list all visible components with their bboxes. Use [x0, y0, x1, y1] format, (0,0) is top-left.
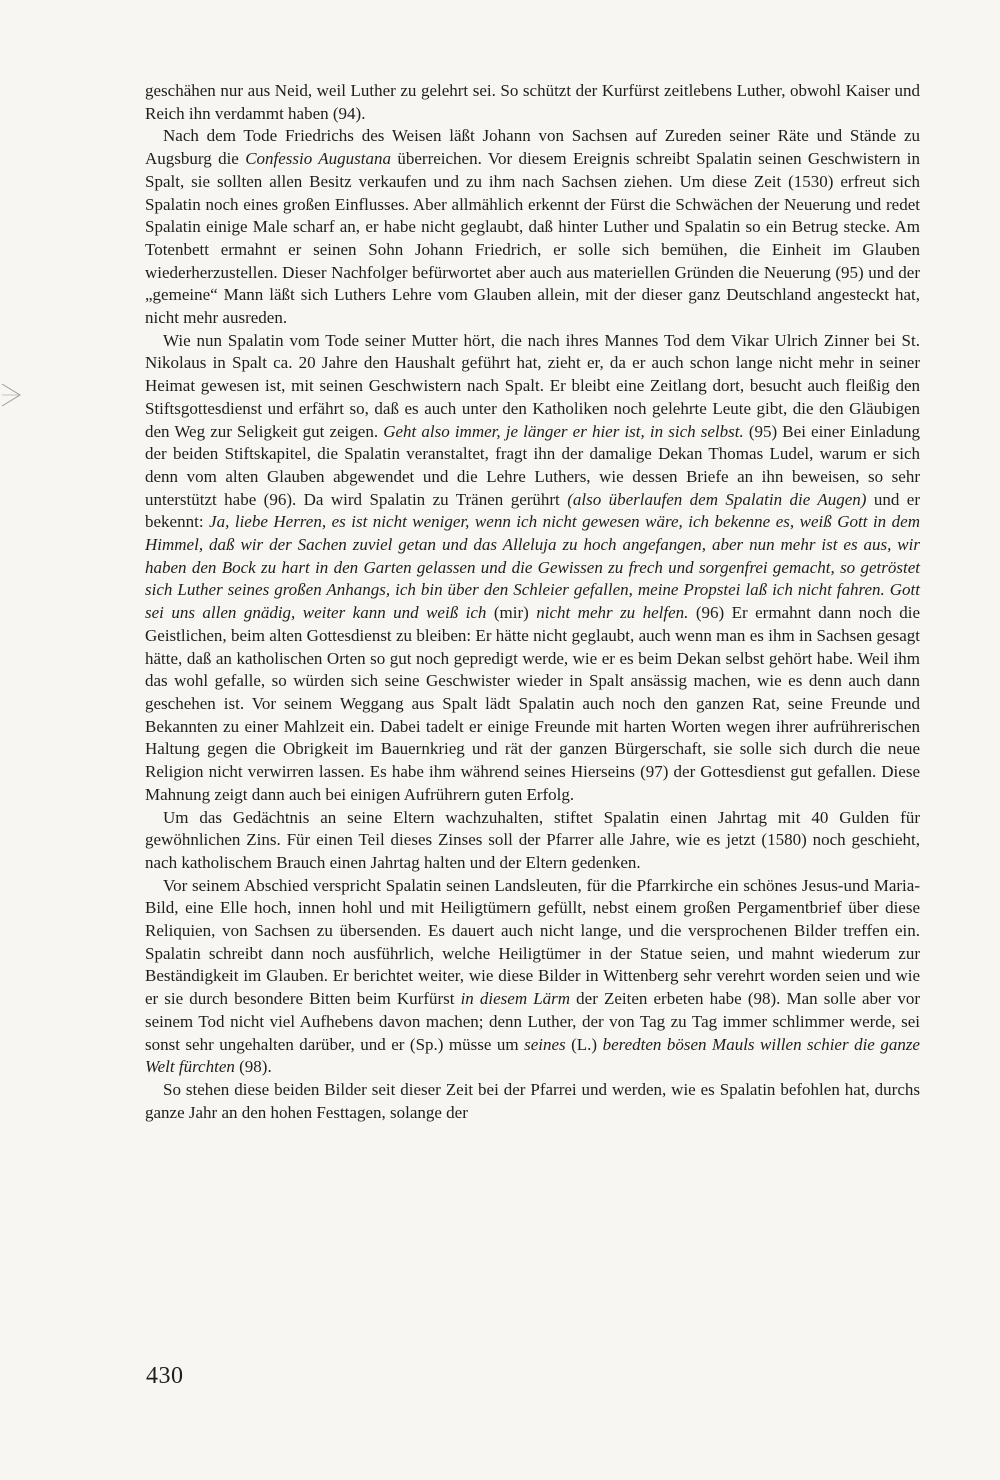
- page-body-text: [145, 80, 920, 1124]
- margin-mark-icon: [0, 380, 22, 410]
- text-run: Wie nun Spalatin vom Tode seiner Mutter hört, die nach ihres Mannes Tod dem Vikar Ulrich Zinner bei St. Nikolaus in Spalt ca. 20 Jahre den Haushalt geführt hat, zieht er, da er auch schon lange nicht mehr in seiner Heimat gewesen ist, mit seinen Geschwistern nach Spalt. Er bleibt eine Zeitlang dort, besucht auch fleißig den Stiftsgottesdienst und erfährt so, daß es auch unter den Katholiken noch gelehrte Leute gibt, die den Gläubigen den Weg zur Seligkeit gut zeigen.: [145, 330, 920, 441]
- text-run: Vor seinem Abschied verspricht Spalatin seinen Landsleuten, für die Pfarrkirche ein schönes Jesus-und Maria-Bild, eine Elle hoch, innen hohl und mit Heiligtümern gefüllt, nebst einem großen Pergamentbrief über diese Reliquien, von Sachsen zu übersenden. Es dauert auch nicht lange, und die versprochenen Bilder treffen ein. Spalatin schreibt dann noch ausführlich, welche Heiligtümer in der Statue seien, und mahnt wiederum zur Beständigkeit im Glauben. Er berichtet weiter, wie diese Bilder in Wittenberg sehr verehrt worden seien und wie er sie durch besondere Bitten beim Kurfürst: [145, 875, 920, 1009]
- text-run: (mir): [486, 603, 537, 623]
- text-run: überreichen. Vor diesem Ereignis schreibt Spalatin seinen Geschwistern in Spalt, sie sollten allen Besitz verkaufen und zu ihm nach Sachsen ziehen. Um diese Zeit (1530) erfreut sich Spalatin noch eines großen Einflusses. Aber allmählich erkennt der Fürst die Schwächen der Neuerung und redet Spalatin einige Male scharf an, er habe nicht geglaubt, daß hinter Luther und Spalatin so ein Betrug stecke. Am Totenbett ermahnt er seinen Sohn Johann Friedrich, er solle sich bemühen, die Einheit im Glauben wiederherzustellen. Dieser Nachfolger befürwortet aber auch aus materiellen Gründen die Neuerung (95) und der „gemeine“ Mann läßt sich Luthers Lehre vom Glauben allein, mit der dieser ganz Deutschland angesteckt hat, nicht mehr ausreden.: [145, 149, 921, 328]
- italic-run: beredten bösen Mauls willen schier die ganze Welt fürchten: [145, 1034, 920, 1077]
- paragraph: [145, 125, 920, 329]
- text-run: der Zeiten erbeten habe (98). Man solle aber vor seinem Tod nicht viel Aufhebens davon machen; denn Luther, der von Tag zu Tag immer schlimmer werde, sei sonst sehr ungehalten darüber, und er (Sp.) müsse um: [145, 989, 920, 1054]
- italic-run: Ja, liebe Herren, es ist nicht weniger, wenn ich nicht gewesen wäre, ich bekenne es, weiß Gott in dem Himmel, daß wir der Sachen zuviel getan und das Alleluja zu hoch angefangen, aber nun mehr ist es aus, wir haben den Bock zu hart in den Garten gelassen und die Gewissen zu frech und sorgenfrei gemacht, so getröstet sich Luther seines großen Anhangs, ich bin über den Schleier gefallen, meine Propstei laß ich nicht fahren. Gott sei uns allen gnädig, weiter kann und weiß ich: [145, 512, 920, 623]
- text-run: Um das Gedächtnis an seine Eltern wachzuhalten, stiftet Spalatin einen Jahrtag mit 40 Gulden für gewöhnlichen Zins. Für einen Teil dieses Zinses soll der Pfarrer alle Jahre, wie es jetzt (1580) noch geschieht, nach katholischem Brauch einen Jahrtag halten und der Eltern gedenken.: [145, 807, 920, 872]
- text-run: So stehen diese beiden Bilder seit dieser Zeit bei der Pfarrei und werden, wie es Spalatin befohlen hat, durchs ganze Jahr an den hohen Festtagen, solange der: [145, 1079, 920, 1122]
- paragraph: [145, 1079, 920, 1124]
- paragraph: [145, 807, 920, 875]
- paragraph: [145, 80, 920, 125]
- page-number: 430: [146, 1363, 184, 1389]
- paragraph: [145, 330, 920, 807]
- italic-run: (also überlaufen dem Spalatin die Augen): [567, 489, 867, 509]
- text-run: (96) Er ermahnt dann noch die Geistlichen, beim alten Gottesdienst zu bleiben: Er hätte nicht geglaubt, auch wenn man es ihm in Sachsen gesagt hätte, daß an katholischen Orten so gut noch gepredigt werde, wie er es beim Dekan selbst gehört habe. Weil ihm das wohl gefalle, so würden sich seine Geschwister wieder in Spalt ansässig machen, wie es denn auch dann geschehen ist. Vor seinem Weggang aus Spalt lädt Spalatin auch noch den ganzen Rat, seine Freunde und Bekannten zu einer Mahlzeit ein. Dabei tadelt er einige Freunde mit harten Worten wegen ihrer aufrührerischen Haltung gegen die Obrigkeit im Bauernkrieg und rät der ganzen Bürgerschaft, sie solle sich durch die neue Religion nicht verwirren lassen. Es habe ihm während seines Hierseins (97) der Gottesdienst gut gefallen. Diese Mahnung zeigt dann auch bei einigen Aufrührern guten Erfolg.: [145, 603, 920, 804]
- paragraph: [145, 875, 920, 1079]
- text-run: (L.): [565, 1034, 603, 1054]
- italic-run: Geht also immer, je länger er hier ist, in sich selbst.: [383, 421, 744, 441]
- italic-run: Confessio Augustana: [245, 149, 392, 169]
- text-run: geschähen nur aus Neid, weil Luther zu gelehrt sei. So schützt der Kurfürst zeitlebens Luther, obwohl Kaiser und Reich ihn verdammt haben (94).: [145, 81, 920, 123]
- text-run: (98).: [234, 1057, 272, 1077]
- italic-run: seines: [524, 1034, 566, 1054]
- italic-run: nicht mehr zu helfen.: [536, 603, 689, 623]
- text-run: (95) Bei einer Einladung der beiden Stiftskapitel, die Spalatin veranstaltet, fragt ihn der damalige Dekan Thomas Ludel, warum er sich denn vom alten Glauben abgewendet und die Lehre Luthers, wie dessen Briefe an ihn beweisen, so sehr unterstützt habe (96). Da wird Spalatin zu Tränen gerührt: [145, 421, 921, 509]
- text-run: Nach dem Tode Friedrichs des Weisen läßt Johann von Sachsen auf Zureden seiner Räte und Stände zu Augsburg die: [145, 126, 920, 169]
- italic-run: in diesem Lärm: [460, 989, 571, 1009]
- text-run: und er bekennt:: [145, 489, 920, 532]
